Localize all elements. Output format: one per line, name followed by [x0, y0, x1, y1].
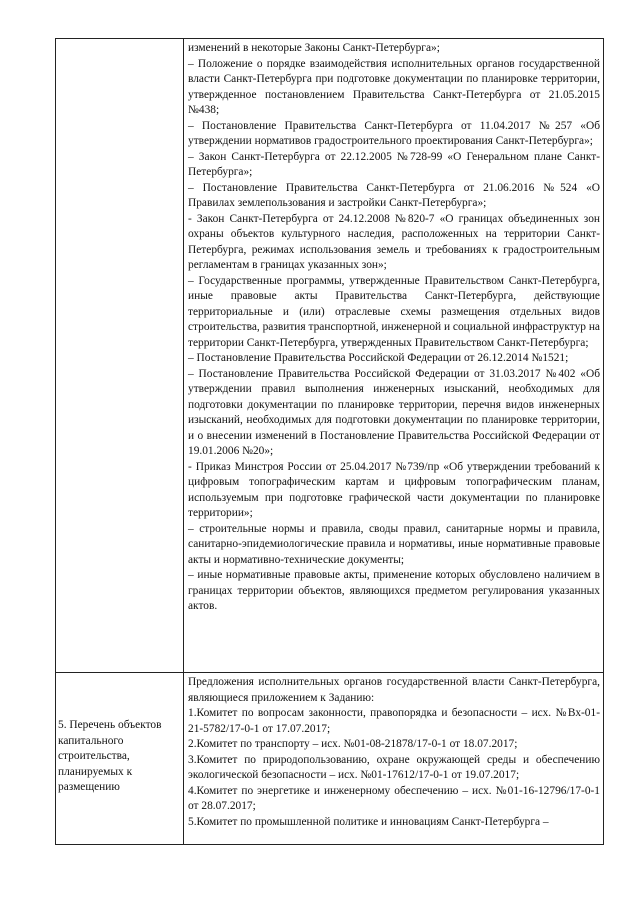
row4-paragraph: – Положение о порядке взаимодействия исполнительных органов государственной власти Санкт-Петербурга при подготовке документации по планировке территории, утвержденное постановлением Правительства Санкт-Петербурга от 21.05.2015 №438; [188, 57, 600, 116]
row5-label-text: 5. Перечень объектов капитального строительства, планируемых к размещению [58, 719, 162, 793]
row4-paragraph: – Постановление Правительства Санкт-Петербурга от 21.06.2016 №524 «О Правилах землепользования и застройки Санкт-Петербурга»; [188, 181, 600, 209]
column-divider [183, 38, 184, 845]
row5-paragraph: Предложения исполнительных органов государственной власти Санкт-Петербурга, являющиеся приложением к Заданию: [188, 676, 600, 704]
row5-paragraph: 2.Комитет по транспорту – исх. №01-08-21878/17-0-1 от 18.07.2017; [188, 738, 518, 750]
row4-paragraph: - Приказ Минстроя России от 25.04.2017 №739/пр «Об утверждении требований к цифровым топографическим картам и цифровым топографическим планам, используемым при подготовке графической части документации по планировке территории»; [188, 460, 600, 519]
row4-paragraph: – Постановление Правительства Российской Федерации от 31.03.2017 №402 «Об утверждении правил выполнения инженерных изысканий, необходимых для подготовки документации по планировке территории, перечня видов инженерных изысканий, необходимых для подготовки документации по планировке территории, и о внесении изменений в Постановление Правительства Российской Федерации от 19.01.2006 №20»; [188, 367, 600, 457]
row5-paragraph: 3.Комитет по природопользованию, охране окружающей среды и обеспечению экологической безопасности – исх. №01-17612/17-0-1 от 19.07.2017; [188, 753, 600, 781]
row4-paragraph: – Постановление Правительства Российской Федерации от 26.12.2014 №1521; [188, 352, 569, 364]
row5-label [58, 718, 180, 796]
row5-paragraph: 4.Комитет по энергетике и инженерному обеспечению – исх. №01-16-12796/17-0-1 от 28.07.2017; [188, 784, 600, 812]
row5-paragraph: 1.Комитет по вопросам законности, правопорядка и безопасности – исх. №Вх-01-21-5782/17-0-1 от 17.07.2017; [188, 707, 600, 735]
row4-paragraph: – Закон Санкт-Петербурга от 22.12.2005 №728-99 «О Генеральном плане Санкт-Петербурга»; [188, 150, 600, 178]
row4-paragraph: – строительные нормы и правила, своды правил, санитарные нормы и правила, санитарно-эпидемиологические правила и нормативы, иные нормативные правовые акты и нормативно-технические документы; [188, 522, 600, 566]
row5-content [188, 675, 600, 830]
row-divider [55, 672, 604, 673]
row4-paragraph: – Постановление Правительства Санкт-Петербурга от 11.04.2017 №257 «Об утверждении нормативов градостроительного проектирования Санкт-Петербурга»; [188, 119, 600, 147]
row5-paragraph: 5.Комитет по промышленной политике и инновациям Санкт-Петербурга – [188, 815, 549, 828]
row4-paragraph: изменений в некоторые Законы Санкт-Петербурга»; [188, 42, 440, 54]
row4-paragraph: – Государственные программы, утвержденные Правительством Санкт-Петербурга, иные правовые акты Правительства Санкт-Петербурга, действующие территориальные и (или) отраслевые схемы размещения отдельных видов строительства, развития транспортной, инженерной и социальной инфраструктур на территории Санкт-Петербурга, утвержденных Правительством Санкт-Петербурга; [188, 274, 600, 349]
row4-paragraph: - Закон Санкт-Петербурга от 24.12.2008 №820-7 «О границах объединенных зон охраны объектов культурного наследия, расположенных на территории Санкт-Петербурга, режимах использования земель и требованиях к градостроительным регламентам в границах указанных зон»; [188, 212, 600, 271]
row4-paragraph: – иные нормативные правовые акты, применение которых обусловлено наличием в границах территории объектов, являющихся предметом регулирования указанных актов. [188, 569, 600, 612]
row4-content [188, 41, 600, 615]
